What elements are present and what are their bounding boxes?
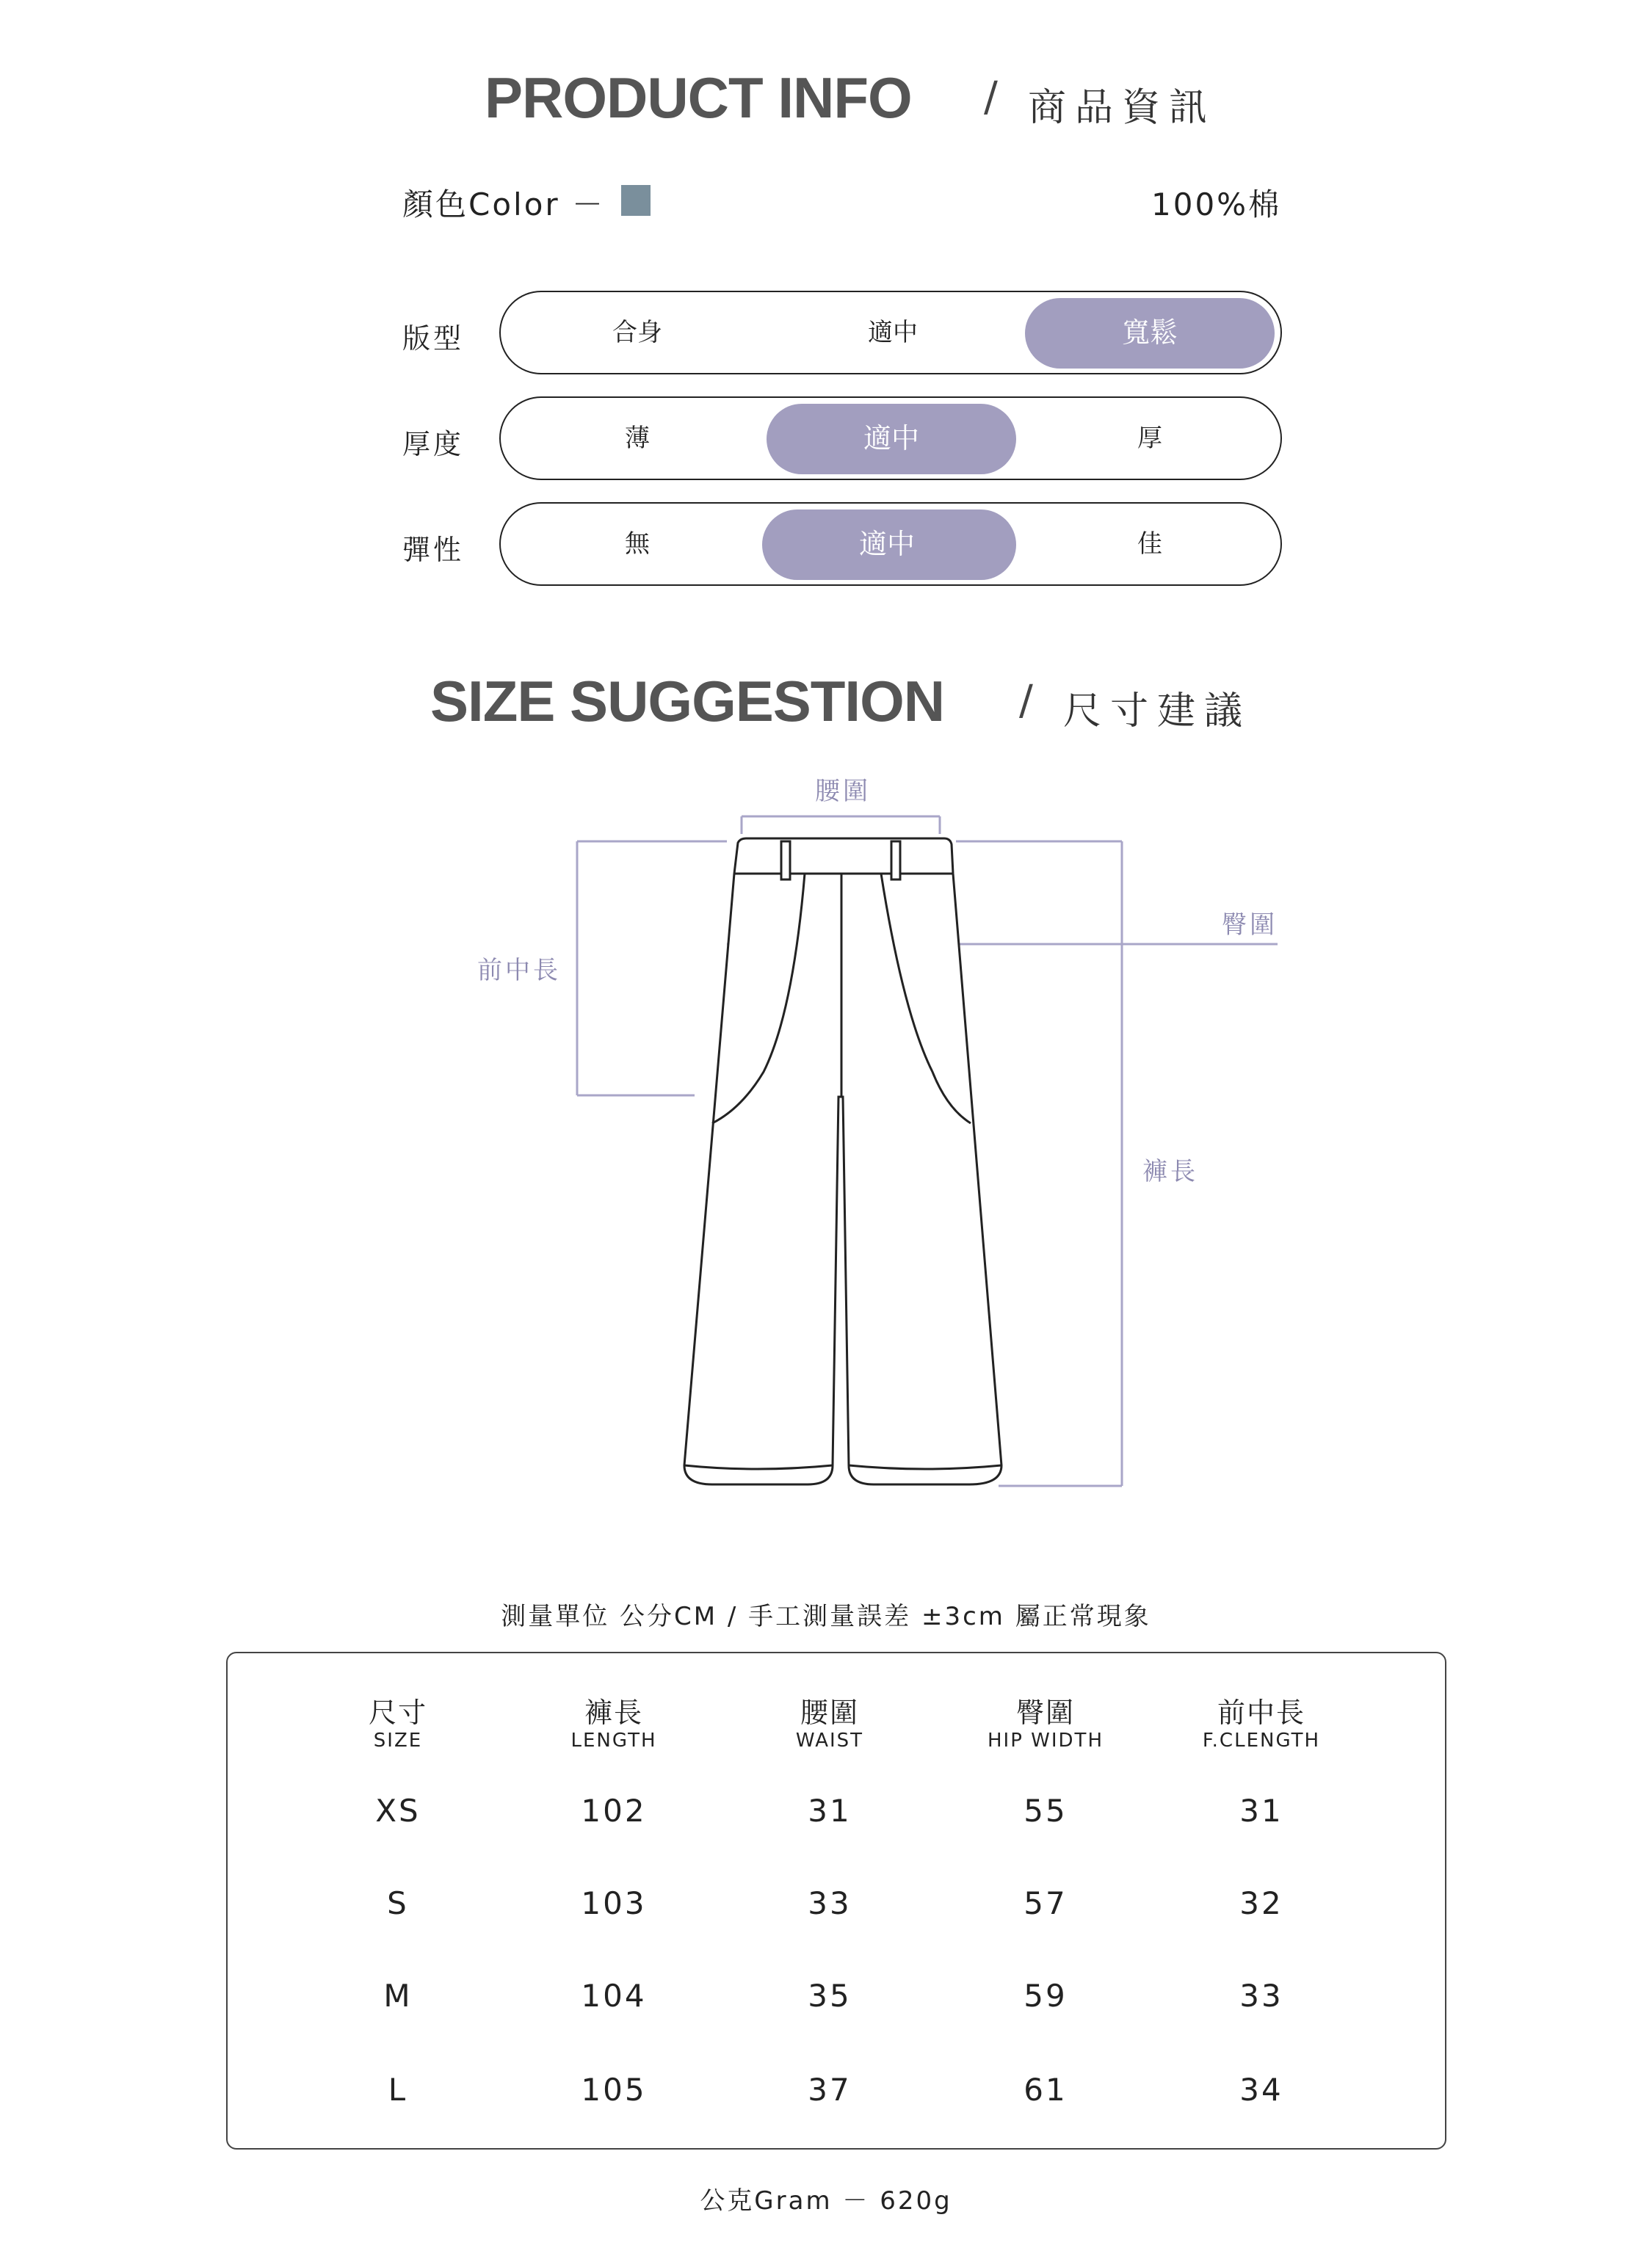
stretch-option-good: 佳 xyxy=(1137,529,1162,559)
size-suggestion-slash: / xyxy=(1019,677,1033,725)
header-size-en: SIZE xyxy=(373,1730,423,1752)
header-front-rise-zh: 前中長 xyxy=(1217,1697,1305,1729)
product-info-title-zh: 商品資訊 xyxy=(1028,86,1217,130)
size-table xyxy=(226,1652,1446,2150)
thickness-option-thick: 厚 xyxy=(1137,424,1162,453)
length-label: 褲長 xyxy=(1142,1157,1198,1186)
cell-length: 105 xyxy=(581,2072,647,2108)
cell-front-rise: 33 xyxy=(1239,1978,1283,2014)
stretch-option-medium: 適中 xyxy=(858,528,915,560)
cell-size: L xyxy=(388,2072,408,2108)
cell-front-rise: 32 xyxy=(1239,1885,1283,1921)
size-suggestion-title-zh: 尺寸建議 xyxy=(1063,689,1252,733)
cell-waist: 37 xyxy=(808,2072,852,2108)
fit-option-regular: 適中 xyxy=(868,318,918,347)
cell-hip: 57 xyxy=(1024,1885,1068,1921)
thickness-option-medium: 適中 xyxy=(863,422,919,454)
fit-scale xyxy=(499,291,1282,374)
pants-diagram xyxy=(0,764,1652,1498)
header-size-zh: 尺寸 xyxy=(368,1697,427,1729)
header-waist-zh: 腰圍 xyxy=(800,1697,859,1729)
waist-label: 腰圍 xyxy=(815,777,871,806)
material-text: 100%棉 xyxy=(1151,186,1282,222)
fit-option-fitted: 合身 xyxy=(612,318,662,347)
cell-size: M xyxy=(383,1978,413,2014)
stretch-scale xyxy=(499,502,1282,586)
cell-length: 104 xyxy=(581,1978,647,2014)
header-length-zh: 褲長 xyxy=(584,1697,643,1729)
stretch-option-none: 無 xyxy=(625,529,650,559)
cell-hip: 59 xyxy=(1024,1978,1068,2014)
fit-option-loose: 寬鬆 xyxy=(1121,316,1178,349)
weight-text: 公克Gram － 620g xyxy=(700,2186,952,2216)
size-suggestion-title: SIZE SUGGESTION xyxy=(430,669,945,733)
hip-label: 臀圍 xyxy=(1222,910,1278,940)
header-front-rise-en: F.CLENGTH xyxy=(1202,1730,1321,1752)
front-rise-label: 前中長 xyxy=(477,956,561,985)
measurement-note: 測量單位 公分CM / 手工測量誤差 ±3cm 屬正常現象 xyxy=(501,1602,1151,1631)
thickness-option-thin: 薄 xyxy=(625,424,650,453)
color-label: 顏色Color － xyxy=(402,186,606,222)
cell-hip: 61 xyxy=(1024,2072,1068,2108)
front-rise-measure-line xyxy=(577,841,727,1095)
cell-hip: 55 xyxy=(1024,1793,1068,1829)
cell-size: XS xyxy=(375,1793,421,1829)
color-swatch xyxy=(621,185,651,216)
header-waist-en: WAIST xyxy=(795,1730,864,1752)
cell-size: S xyxy=(387,1885,409,1921)
pants-outline xyxy=(684,838,1001,1484)
cell-waist: 31 xyxy=(808,1793,852,1829)
product-info-title: PRODUCT INFO xyxy=(485,65,912,130)
cell-waist: 33 xyxy=(808,1885,852,1921)
cell-length: 103 xyxy=(581,1885,647,1921)
cell-waist: 35 xyxy=(808,1978,852,2014)
product-info-slash: / xyxy=(984,73,998,121)
header-length-en: LENGTH xyxy=(570,1730,657,1752)
thickness-label: 厚度 xyxy=(402,428,465,460)
header-hip-en: HIP WIDTH xyxy=(988,1730,1104,1752)
stretch-label: 彈性 xyxy=(402,534,465,566)
cell-front-rise: 31 xyxy=(1239,1793,1283,1829)
thickness-scale xyxy=(499,396,1282,480)
header-hip-zh: 臀圍 xyxy=(1015,1697,1075,1729)
fit-label: 版型 xyxy=(402,322,465,355)
cell-front-rise: 34 xyxy=(1239,2072,1283,2108)
cell-length: 102 xyxy=(581,1793,647,1829)
waist-measure-line xyxy=(742,816,940,834)
